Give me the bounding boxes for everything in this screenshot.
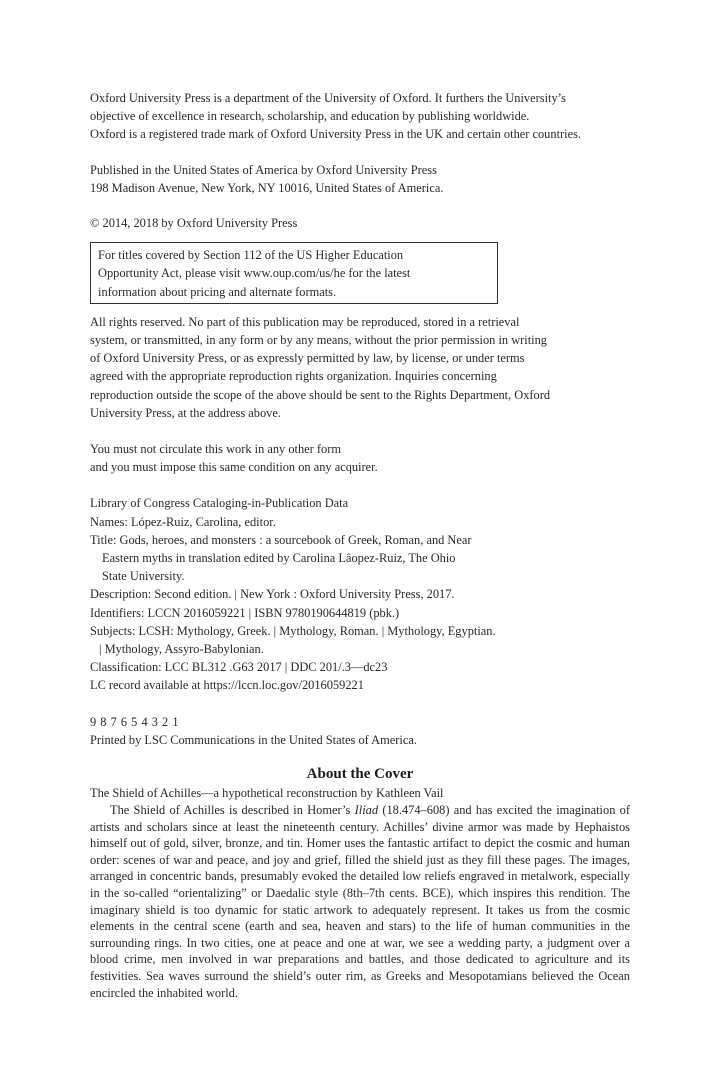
cataloging-data bbox=[90, 494, 630, 694]
rights-line: agreed with the appropriate reproduction rights organization. Inquiries concerning bbox=[90, 369, 497, 384]
about-cover-heading: About the Cover bbox=[306, 766, 414, 783]
printing-number-line: 9 8 7 6 5 4 3 2 1 bbox=[90, 714, 180, 729]
cip-description: Description: Second edition. | New York : Oxford University Press, 2017. bbox=[90, 587, 455, 602]
intro-line: objective of excellence in research, scholarship, and education by publishing worldwide. bbox=[90, 109, 530, 124]
published-line: Published in the United States of America by Oxford University Press bbox=[90, 162, 437, 177]
rights-line: reproduction outside the scope of the above should be sent to the Rights Department, Oxford bbox=[90, 387, 551, 402]
about-cover-credit: The Shield of Achilles—a hypothetical reconstruction by Kathleen Vail bbox=[90, 786, 444, 801]
about-cover-iliad-title: Iliad bbox=[354, 803, 379, 818]
about-cover-body bbox=[90, 802, 630, 1001]
cip-classification: Classification: LCC BL312 .G63 2017 | DDC 201/.3—dc23 bbox=[90, 660, 388, 675]
published-line: 198 Madison Avenue, New York, NY 10016, United States of America. bbox=[90, 180, 444, 195]
about-cover-body-rest: (18.474–608) and has excited the imagination of artists and scholars since at least the nineteenth century. Achilles’ divine armor was made by Hephaistos himself out of gold, silver, bronze, and tin. Homer uses the fantastic artifact to depict the cosmic and human order: scenes of war and peace, and joy and grief, filled the shield just as they fill these pages. The images, arranged in concentric bands, presumably evoked the detailed low reliefs engraved in metalwork, especially in the so-called “orientalizing” or Daedalic style (8th–7th cents. BCE), which inspires this rendition. The imaginary shield is too dynamic for static artwork to adequately represent. It takes us from the cosmic elements in the central scene (earth and sea, heaven and stars) to the life of human communities in the surrounding rings. In two cities, one at peace and one at war, we see a wedding party, a judgment over a blood crime, men involved in war preparations and battles, and those dedicated to agriculture and its festivities. Sea waves surround the shield’s outer rim, as Greeks and Mesopotamians believed the Ocean encircled the inhabited world. bbox=[90, 803, 630, 1000]
cip-subjects: Subjects: LCSH: Mythology, Greek. | Mythology, Roman. | Mythology, Egyptian. bbox=[90, 623, 496, 638]
rights-line: of Oxford University Press, or as expressly permitted by law, by license, or under terms bbox=[90, 351, 525, 366]
notice-line: Opportunity Act, please visit www.oup.com/us/he for the latest bbox=[98, 266, 411, 281]
intro-line: Oxford University Press is a department of the University of Oxford. It furthers the University’s bbox=[90, 91, 566, 105]
cip-names: Names: López-Ruiz, Carolina, editor. bbox=[90, 514, 276, 529]
notice-line: information about pricing and alternate formats. bbox=[98, 284, 337, 299]
rights-line: system, or transmitted, in any form or by any means, without the prior permission in writing bbox=[90, 333, 548, 348]
notice-line: For titles covered by Section 112 of the US Higher Education bbox=[98, 248, 404, 263]
cip-title-continued: State University. bbox=[102, 569, 185, 584]
cip-subjects-continued: | Mythology, Assyro-Babylonian. bbox=[99, 642, 264, 657]
circulate-line: and you must impose this same condition on any acquirer. bbox=[90, 460, 378, 475]
rights-line: University Press, at the address above. bbox=[90, 405, 281, 420]
about-cover-body-start: The Shield of Achilles is described in Homer’s bbox=[110, 803, 355, 818]
cip-identifiers: Identifiers: LCCN 2016059221 | ISBN 9780190644819 (pbk.) bbox=[90, 605, 400, 620]
cip-title: Title: Gods, heroes, and monsters : a sourcebook of Greek, Roman, and Near bbox=[90, 532, 472, 547]
copyright-notice bbox=[90, 214, 630, 232]
published-paragraph bbox=[90, 161, 630, 197]
rights-line: All rights reserved. No part of this publication may be reproduced, stored in a retrieval bbox=[90, 314, 520, 329]
cip-title-continued: Eastern myths in translation edited by Carolina Lâopez-Ruiz, The Ohio bbox=[102, 551, 456, 566]
intro-paragraph bbox=[90, 89, 630, 144]
higher-education-notice-box bbox=[90, 242, 498, 304]
cip-lc-record: LC record available at https://lccn.loc.gov/2016059221 bbox=[90, 678, 364, 693]
cip-heading: Library of Congress Cataloging-in-Publication Data bbox=[90, 496, 349, 511]
copyright-page bbox=[90, 89, 630, 1001]
intro-line: Oxford is a registered trade mark of Oxford University Press in the UK and certain other countries. bbox=[90, 127, 582, 142]
rights-paragraph bbox=[90, 313, 630, 422]
printed-by-line: Printed by LSC Communications in the United States of America. bbox=[90, 732, 417, 747]
copyright-line: © 2014, 2018 by Oxford University Press bbox=[90, 216, 298, 231]
circulate-line: You must not circulate this work in any other form bbox=[90, 442, 341, 457]
printing-info bbox=[90, 713, 630, 749]
circulate-paragraph bbox=[90, 440, 630, 476]
